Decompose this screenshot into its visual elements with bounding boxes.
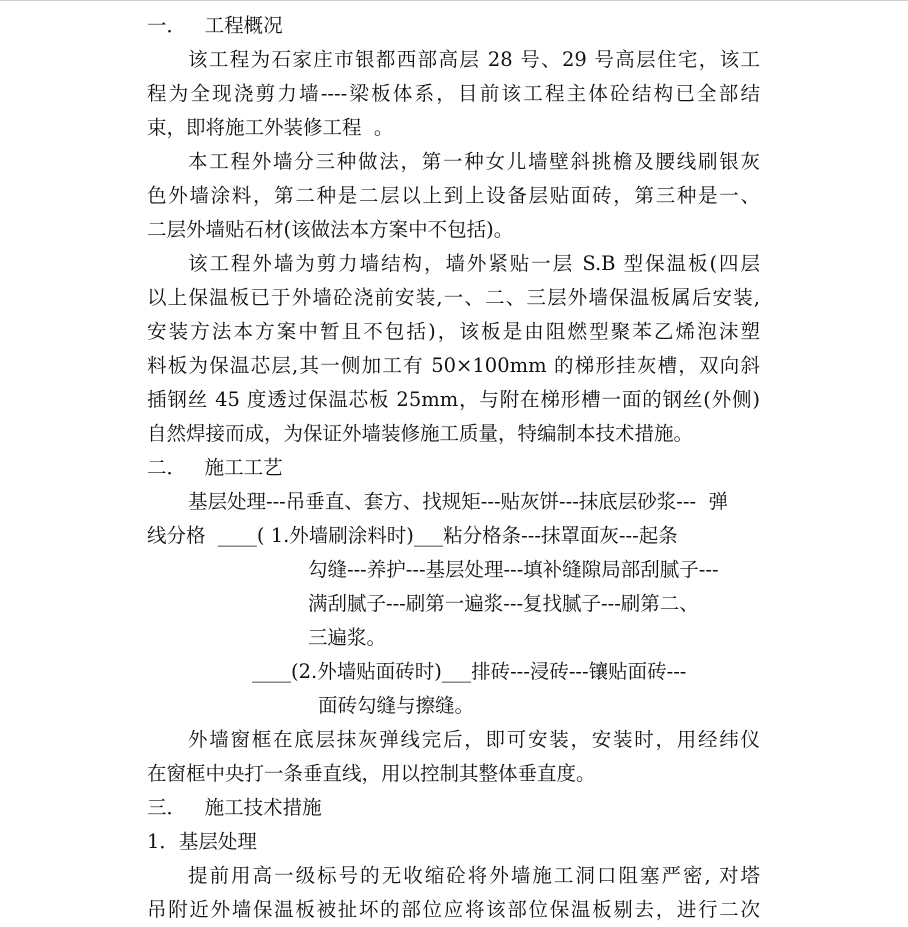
paragraph-line: 程为全现浇剪力墙----梁板体系，目前该工程主体砼结构已全部结 (147, 82, 760, 105)
paint-branch-line: 满刮腻子---刷第一遍浆---复找腻子---刷第二、 (308, 592, 699, 615)
paragraph-line: 该工程为石家庄市银都西部高层 28 号、29 号高层住宅，该工 (188, 48, 760, 71)
paint-branch-line: 勾缝---养护---基层处理---填补缝隙局部刮腻子--- (308, 558, 719, 581)
paragraph-line: 色外墙涂料，第二种是二层以上到上设备层贴面砖，第三种是一、 (147, 184, 760, 207)
process-line: 基层处理---吊垂直、套方、找规矩---贴灰饼---抹底层砂浆--- 弹 (188, 490, 728, 513)
section-heading-measures: 三． 施工技术措施 (147, 796, 322, 819)
section-heading-process: 二． 施工工艺 (147, 456, 283, 479)
paragraph-line: 外墙窗框在底层抹灰弹线完后，即可安装，安装时，用经纬仪 (188, 728, 760, 751)
paragraph-line: 以上保温板已于外墙砼浇前安装,一、二、三层外墙保温板属后安装, (147, 286, 760, 309)
paragraph-line: 本工程外墙分三种做法，第一种女儿墙壁斜挑檐及腰线刷银灰 (188, 150, 760, 173)
paragraph-line: 束，即将施工外装修工程 。 (147, 116, 394, 139)
section-heading-overview: 一． 工程概况 (147, 14, 283, 37)
subheading-base-treatment: 1．基层处理 (147, 830, 257, 853)
tile-branch-line: ____(2.外墙贴面砖时)___排砖---浸砖---镶贴面砖--- (252, 660, 687, 683)
paragraph-line: 吊附近外墙保温板被扯坏的部位应将该部位保温板剔去，进行二次 (147, 898, 760, 921)
process-line: 线分格 ____( 1.外墙刷涂料时)___粘分格条---抹罩面灰---起条 (147, 524, 678, 547)
paragraph-line: 料板为保温芯层,其一侧加工有 50×100mm 的梯形挂灰槽，双向斜 (147, 354, 760, 377)
paragraph-line: 插钢丝 45 度透过保温芯板 25mm，与附在梯形槽一面的钢丝(外侧) (147, 388, 760, 411)
paragraph-line: 二层外墙贴石材(该做法本方案中不包括)。 (147, 218, 514, 241)
paragraph-line: 自然焊接而成，为保证外墙装修施工质量，特编制本技术措施。 (147, 422, 694, 445)
paragraph-line: 该工程外墙为剪力墙结构，墙外紧贴一层 S.B 型保温板(四层 (188, 252, 760, 275)
paragraph-line: 安装方法本方案中暂且不包括)，该板是由阻燃型聚苯乙烯泡沫塑 (147, 320, 760, 343)
paragraph-line: 提前用高一级标号的无收缩砼将外墙施工洞口阻塞严密, 对塔 (188, 864, 760, 887)
paragraph-line: 在窗框中央打一条垂直线，用以控制其整体垂直度。 (147, 762, 596, 785)
paint-branch-line: 三遍浆。 (308, 626, 387, 649)
tile-branch-line: 面砖勾缝与擦缝。 (318, 694, 475, 717)
